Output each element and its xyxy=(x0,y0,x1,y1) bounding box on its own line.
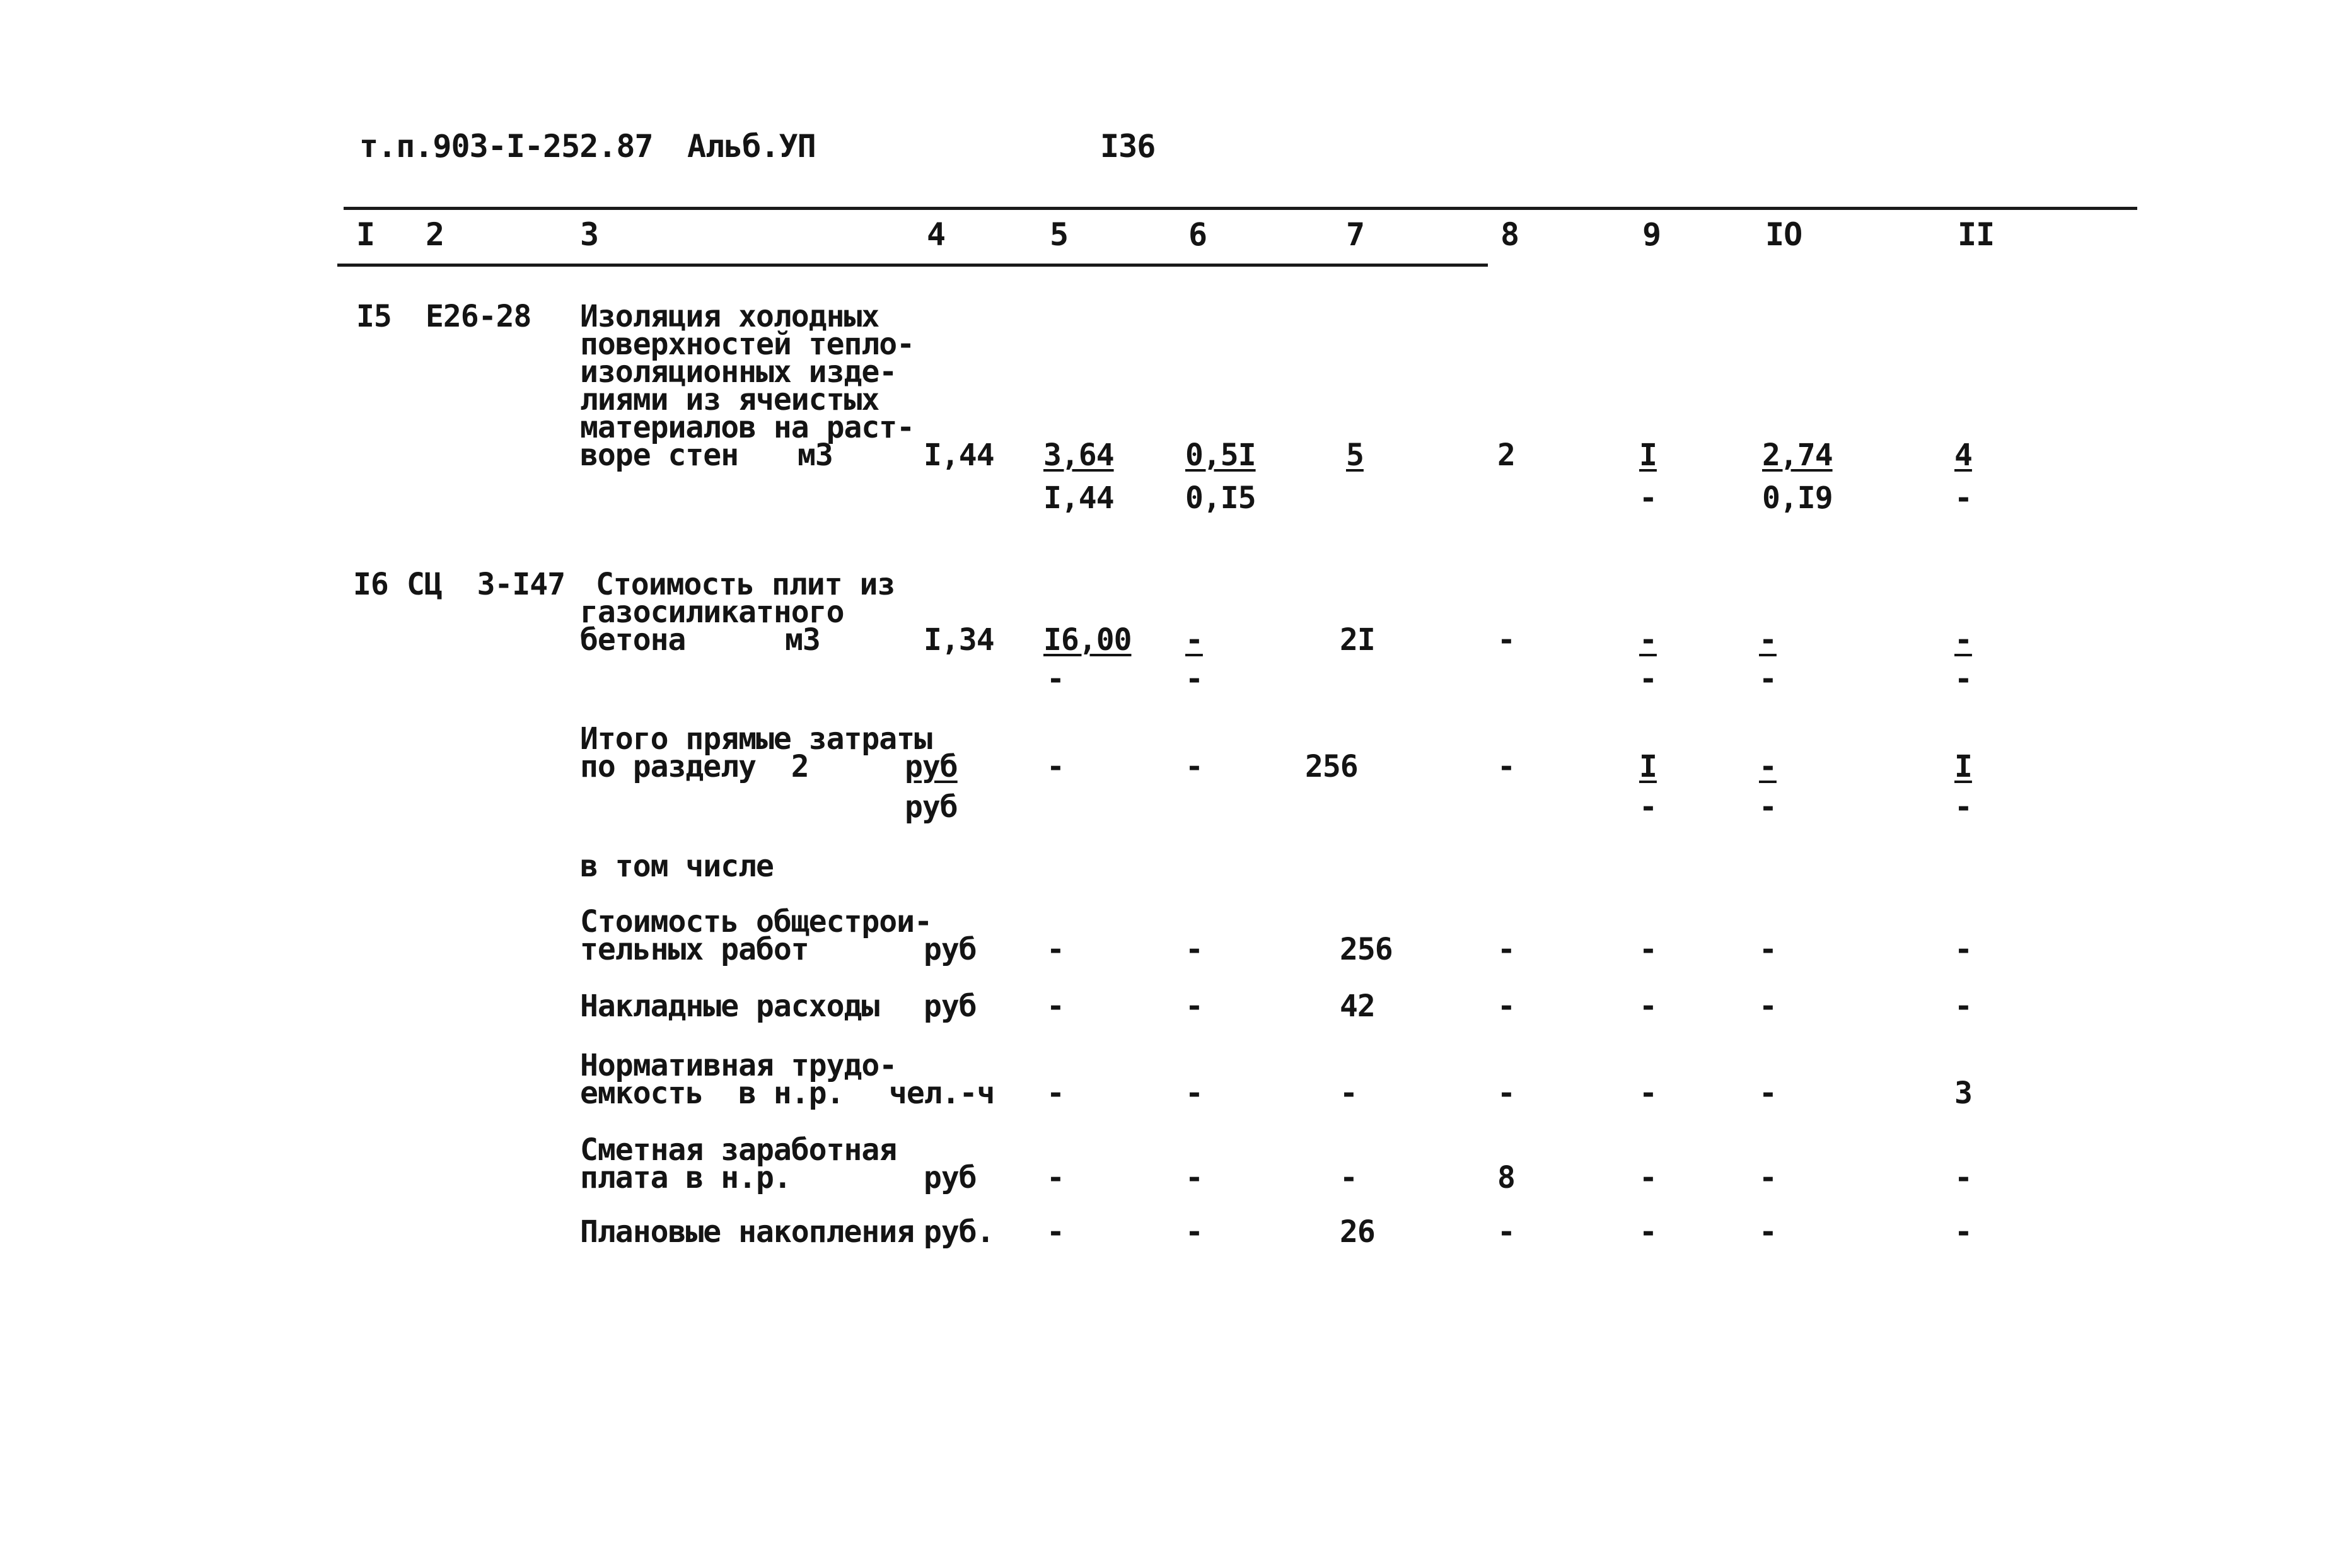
header-top-rule xyxy=(344,207,2137,210)
breakdown-5-col6: - xyxy=(1185,1214,1203,1250)
row-16-desc-1: Стоимость плит из xyxy=(596,567,895,602)
breakdown-4-col7: - xyxy=(1340,1160,1357,1195)
breakdown-1-col7: 256 xyxy=(1340,932,1393,967)
row-16-col6-top: - xyxy=(1185,622,1203,658)
row-15-col5-top: 3,64 xyxy=(1043,438,1114,473)
row-15-col11-top: 4 xyxy=(1954,438,1972,473)
total-col6: - xyxy=(1185,749,1203,784)
breakdown-5-col7: 26 xyxy=(1340,1214,1375,1250)
row-15-number: I5 xyxy=(356,299,392,334)
breakdown-4-unit: руб xyxy=(924,1160,977,1195)
col-header-3: 3 xyxy=(580,216,599,253)
col-header-11: II xyxy=(1958,216,1995,253)
total-col8: - xyxy=(1497,749,1515,784)
breakdown-3-col11: 3 xyxy=(1954,1076,1972,1111)
row-15-col10-bottom: 0,I9 xyxy=(1762,480,1833,516)
breakdown-5-col8: - xyxy=(1497,1214,1515,1250)
breakdown-2-col9: - xyxy=(1639,989,1657,1024)
row-16-col11-bottom: - xyxy=(1954,661,1972,697)
header-bottom-rule xyxy=(337,264,1488,267)
col-header-9: 9 xyxy=(1642,216,1661,253)
breakdown-4-col6: - xyxy=(1185,1160,1203,1195)
row-15-desc-3: изоляционных изде- xyxy=(580,354,897,390)
row-15-code: Е26-28 xyxy=(426,299,531,334)
breakdown-3-desc-1: Нормативная трудо- xyxy=(580,1048,897,1083)
breakdown-1-col9: - xyxy=(1639,932,1657,967)
album-label: Альб.УП xyxy=(687,128,816,165)
row-16-number: I6 xyxy=(353,567,388,602)
breakdown-4-col11: - xyxy=(1954,1160,1972,1195)
breakdown-5-col11: - xyxy=(1954,1214,1972,1250)
row-15-col6-bottom: 0,I5 xyxy=(1185,480,1256,516)
breakdown-4-desc-2: плата в н.р. xyxy=(580,1160,791,1195)
row-16-desc-3: бетона xyxy=(580,622,686,658)
breakdown-3-col10: - xyxy=(1759,1076,1777,1111)
total-unit-bottom: руб xyxy=(905,789,958,825)
total-col10-top: - xyxy=(1759,749,1777,784)
breakdown-1-col6: - xyxy=(1185,932,1203,967)
row-15-col11-bottom: - xyxy=(1954,480,1972,516)
col-header-7: 7 xyxy=(1346,216,1365,253)
including-label: в том числе xyxy=(580,849,774,884)
col-header-4: 4 xyxy=(927,216,946,253)
row-16-col8: - xyxy=(1497,622,1515,658)
row-15-col7: 5 xyxy=(1346,438,1364,473)
row-15-col9-top: I xyxy=(1639,438,1657,473)
breakdown-5-col10: - xyxy=(1759,1214,1777,1250)
row-16-col7: 2I xyxy=(1340,622,1375,658)
breakdown-4-col5: - xyxy=(1047,1160,1064,1195)
row-16-col10-bottom: - xyxy=(1759,661,1777,697)
row-16-col11-top: - xyxy=(1954,622,1972,658)
row-16-unit: м3 xyxy=(785,622,820,658)
breakdown-4-desc-1: Сметная заработная xyxy=(580,1132,897,1168)
breakdown-4-col8: 8 xyxy=(1497,1160,1515,1195)
project-code: т.п.903-I-252.87 xyxy=(359,128,653,165)
breakdown-1-col8: - xyxy=(1497,932,1515,967)
breakdown-2-unit: руб xyxy=(924,989,977,1024)
row-15-col9-bottom: - xyxy=(1639,480,1657,516)
total-col11-top: I xyxy=(1954,749,1972,784)
total-col7: 256 xyxy=(1305,749,1358,784)
row-16-col6-bottom: - xyxy=(1185,661,1203,697)
total-desc-1: Итого прямые затраты xyxy=(580,721,932,757)
breakdown-3-col8: - xyxy=(1497,1076,1515,1111)
row-16-desc-2: газосиликатного xyxy=(580,595,844,630)
breakdown-1-col10: - xyxy=(1759,932,1777,967)
col-header-2: 2 xyxy=(426,216,444,253)
total-col9-bottom: - xyxy=(1639,789,1657,825)
row-15-desc-1: Изоляция холодных xyxy=(580,299,879,334)
breakdown-4-col10: - xyxy=(1759,1160,1777,1195)
row-15-qty: I,44 xyxy=(924,438,994,473)
breakdown-5-unit: руб. xyxy=(924,1214,994,1250)
breakdown-1-desc-1: Стоимость общестрои- xyxy=(580,904,932,939)
breakdown-1-desc-2: тельных работ xyxy=(580,932,809,967)
row-16-col9-bottom: - xyxy=(1639,661,1657,697)
col-header-5: 5 xyxy=(1050,216,1069,253)
total-unit-top: руб xyxy=(905,749,958,784)
breakdown-4-col9: - xyxy=(1639,1160,1657,1195)
row-15-col10-top: 2,74 xyxy=(1762,438,1833,473)
total-desc-2: по разделу 2 xyxy=(580,749,809,784)
breakdown-1-unit: руб xyxy=(924,932,977,967)
breakdown-1-col5: - xyxy=(1047,932,1064,967)
breakdown-2-col10: - xyxy=(1759,989,1777,1024)
total-col11-bottom: - xyxy=(1954,789,1972,825)
breakdown-2-col8: - xyxy=(1497,989,1515,1024)
row-16-col5-top: I6,00 xyxy=(1043,622,1132,658)
total-col9-top: I xyxy=(1639,749,1657,784)
row-15-desc-4: лиями из ячеистых xyxy=(580,382,879,417)
row-16-col9-top: - xyxy=(1639,622,1657,658)
breakdown-2-desc-1: Накладные расходы xyxy=(580,989,879,1024)
row-16-qty: I,34 xyxy=(924,622,994,658)
col-header-1: I xyxy=(356,216,375,253)
breakdown-2-col6: - xyxy=(1185,989,1203,1024)
row-15-col5-bottom: I,44 xyxy=(1043,480,1114,516)
breakdown-5-col9: - xyxy=(1639,1214,1657,1250)
breakdown-5-col5: - xyxy=(1047,1214,1064,1250)
row-15-desc-5: материалов на раст- xyxy=(580,410,915,445)
breakdown-2-col7: 42 xyxy=(1340,989,1375,1024)
row-16-col10-top: - xyxy=(1759,622,1777,658)
row-15-col6-top: 0,5I xyxy=(1185,438,1256,473)
row-16-code: СЦ З-I47 xyxy=(407,567,566,602)
col-header-6: 6 xyxy=(1188,216,1207,253)
row-15-unit: м3 xyxy=(798,438,833,473)
breakdown-3-col5: - xyxy=(1047,1076,1064,1111)
col-header-10: IO xyxy=(1765,216,1802,253)
breakdown-3-unit: чел.-ч xyxy=(889,1076,995,1111)
page-number: I36 xyxy=(1100,128,1156,165)
breakdown-3-col7: - xyxy=(1340,1076,1357,1111)
col-header-8: 8 xyxy=(1500,216,1519,253)
breakdown-3-desc-2: емкость в н.р. xyxy=(580,1076,844,1111)
row-15-desc-6: воре стен xyxy=(580,438,739,473)
breakdown-3-col9: - xyxy=(1639,1076,1657,1111)
breakdown-3-col6: - xyxy=(1185,1076,1203,1111)
row-15-col8: 2 xyxy=(1497,438,1515,473)
total-col10-bottom: - xyxy=(1759,789,1777,825)
breakdown-5-desc-1: Плановые накопления xyxy=(580,1214,915,1250)
breakdown-2-col5: - xyxy=(1047,989,1064,1024)
row-16-col5-bottom: - xyxy=(1047,661,1064,697)
breakdown-2-col11: - xyxy=(1954,989,1972,1024)
breakdown-1-col11: - xyxy=(1954,932,1972,967)
row-15-desc-2: поверхностей тепло- xyxy=(580,327,915,362)
total-col5: - xyxy=(1047,749,1064,784)
